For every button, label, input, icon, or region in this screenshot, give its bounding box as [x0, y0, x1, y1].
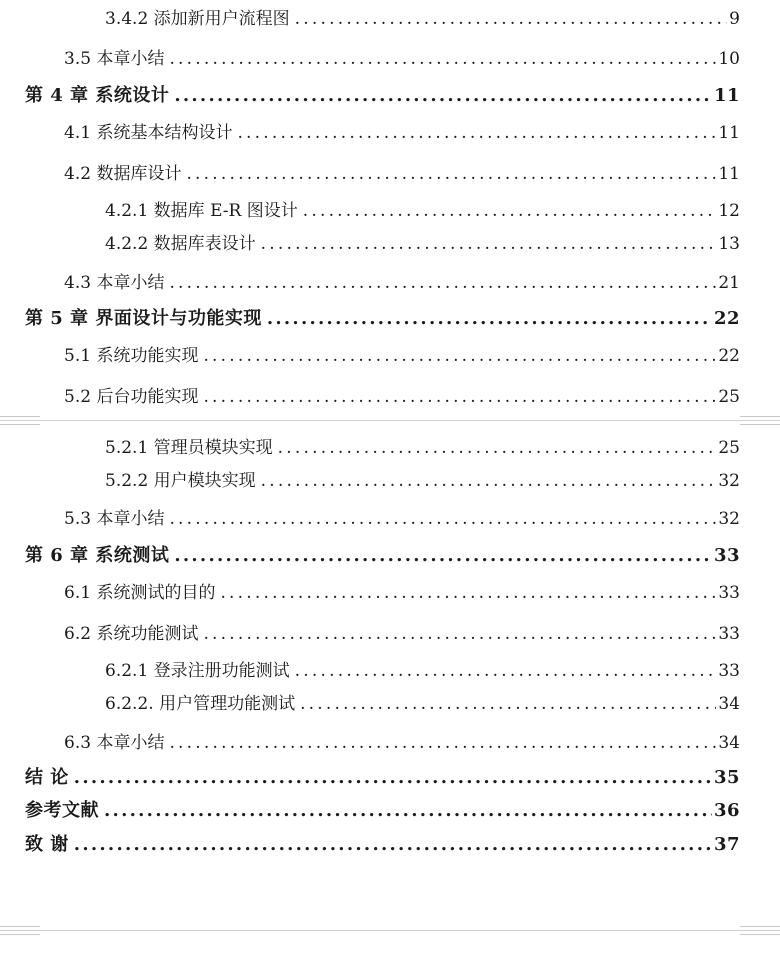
toc-entry-title: 4.2 数据库设计	[64, 164, 182, 184]
toc-page-number: 35	[713, 767, 740, 788]
toc-entry-5-2-2[interactable]	[105, 466, 740, 491]
toc-leader-dots	[169, 49, 716, 69]
toc-entry-title: 4.2.2 数据库表设计	[105, 234, 256, 254]
toc-page-number: 22	[718, 346, 740, 366]
toc-leader-dots	[104, 800, 712, 821]
toc-entry-title: 6.2.2. 用户管理功能测试	[105, 694, 296, 714]
toc-page-number: 22	[713, 308, 740, 329]
toc-leader-dots	[169, 273, 716, 293]
toc-entry-4-1[interactable]	[64, 118, 740, 143]
toc-entry-3-4-2[interactable]	[105, 4, 740, 29]
toc-entry-title: 6.2.1 登录注册功能测试	[105, 661, 290, 681]
toc-entry-title: 6.3 本章小结	[64, 733, 165, 753]
toc-entry-title: 4.1 系统基本结构设计	[64, 123, 233, 143]
toc-entry-4-3[interactable]	[64, 268, 740, 293]
toc-page-number: 36	[713, 800, 740, 821]
toc-entry-title: 4.3 本章小结	[64, 273, 165, 293]
toc-entry-6-1[interactable]	[64, 578, 740, 603]
toc-entry-title: 5.2 后台功能实现	[64, 387, 199, 407]
page-break-separator	[0, 924, 780, 938]
toc-page-number: 11	[713, 85, 740, 106]
toc-page-number: 37	[713, 834, 740, 855]
toc-leader-dots	[303, 201, 717, 221]
toc-page-number: 33	[718, 624, 740, 644]
toc-entry-title: 第 6 章 系统测试	[25, 545, 170, 566]
toc-leader-dots	[220, 583, 716, 603]
toc-leader-dots	[267, 308, 712, 329]
toc-leader-dots	[186, 164, 716, 184]
toc-leader-dots	[203, 346, 716, 366]
toc-page-number: 33	[713, 545, 740, 566]
toc-entry-conclusion[interactable]	[25, 763, 740, 789]
toc-leader-dots	[300, 694, 716, 714]
toc-page-number: 34	[718, 733, 740, 753]
toc-entry-6-2[interactable]	[64, 619, 740, 644]
toc-entry-6-2-2[interactable]	[105, 689, 740, 714]
toc-leader-dots	[74, 834, 712, 855]
toc-leader-dots	[203, 624, 716, 644]
toc-page-number: 34	[718, 694, 740, 714]
toc-entry-acknowledgements[interactable]	[25, 830, 740, 856]
toc-entry-4-2[interactable]	[64, 159, 740, 184]
toc-entry-title: 5.3 本章小结	[64, 509, 165, 529]
toc-page-number: 33	[718, 583, 740, 603]
toc-leader-dots	[174, 545, 712, 566]
toc-page-number: 10	[718, 49, 740, 69]
toc-page-number: 32	[718, 471, 740, 491]
toc-leader-dots	[74, 767, 712, 788]
toc-entry-references[interactable]	[25, 796, 740, 822]
toc-entry-chapter-6[interactable]	[25, 541, 740, 567]
toc-entry-title: 参考文献	[25, 800, 99, 821]
toc-leader-dots	[261, 234, 717, 254]
toc-entry-5-1[interactable]	[64, 341, 740, 366]
toc-leader-dots	[295, 9, 728, 29]
toc-entry-title: 6.2 系统功能测试	[64, 624, 199, 644]
toc-leader-dots	[169, 509, 716, 529]
toc-entry-title: 致 谢	[25, 834, 69, 855]
page-break-line	[0, 930, 780, 931]
toc-entry-title: 3.5 本章小结	[64, 49, 165, 69]
toc-leader-dots	[203, 387, 716, 407]
toc-leader-dots	[261, 471, 717, 491]
toc-page-number: 11	[718, 123, 740, 143]
toc-page-number: 32	[718, 509, 740, 529]
toc-entry-title: 5.2.1 管理员模块实现	[105, 438, 273, 458]
toc-entry-4-2-1[interactable]	[105, 196, 740, 221]
toc-entry-title: 结 论	[25, 767, 69, 788]
toc-leader-dots	[278, 438, 717, 458]
page-corner-mark-left	[0, 924, 40, 936]
toc-entry-chapter-5[interactable]	[25, 304, 740, 330]
toc-leader-dots	[174, 85, 712, 106]
toc-entry-title: 6.1 系统测试的目的	[64, 583, 216, 603]
toc-entry-title: 3.4.2 添加新用户流程图	[105, 9, 290, 29]
toc-entry-chapter-4[interactable]	[25, 81, 740, 107]
page-break-line	[0, 420, 780, 421]
toc-entry-5-2-1[interactable]	[105, 433, 740, 458]
toc-leader-dots	[169, 733, 716, 753]
toc-entry-4-2-2[interactable]	[105, 229, 740, 254]
toc-entry-title: 5.2.2 用户模块实现	[105, 471, 256, 491]
toc-entry-6-3[interactable]	[64, 728, 740, 753]
toc-page-number: 11	[718, 164, 740, 184]
toc-entry-title: 第 5 章 界面设计与功能实现	[25, 308, 262, 329]
toc-page-number: 9	[729, 9, 740, 29]
toc-page-number: 25	[718, 438, 740, 458]
toc-entry-5-3[interactable]	[64, 504, 740, 529]
toc-entry-3-5[interactable]	[64, 44, 740, 69]
toc-page-number: 12	[718, 201, 740, 221]
toc-leader-dots	[237, 123, 716, 143]
page-corner-mark-right	[740, 924, 780, 936]
toc-entry-6-2-1[interactable]	[105, 656, 740, 681]
toc-page-number: 21	[718, 273, 740, 293]
toc-entry-title: 第 4 章 系统设计	[25, 85, 170, 106]
toc-page-number: 13	[718, 234, 740, 254]
page-corner-mark-right	[740, 414, 780, 426]
toc-entry-5-2[interactable]	[64, 382, 740, 407]
page-break-separator	[0, 414, 780, 428]
toc-page-number: 33	[718, 661, 740, 681]
toc-entry-title: 5.1 系统功能实现	[64, 346, 199, 366]
toc-entry-title: 4.2.1 数据库 E-R 图设计	[105, 201, 298, 221]
toc-page-number: 25	[718, 387, 740, 407]
toc-leader-dots	[295, 661, 717, 681]
page-corner-mark-left	[0, 414, 40, 426]
